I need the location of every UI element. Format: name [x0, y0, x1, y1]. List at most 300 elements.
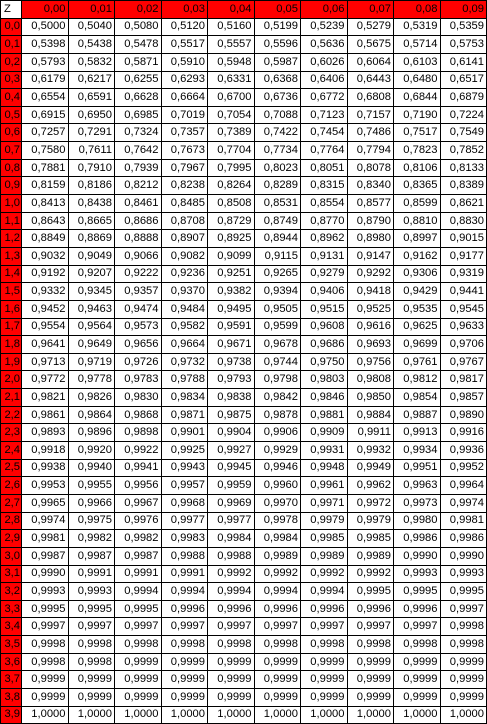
- row-header[interactable]: 1,3: [1, 247, 22, 265]
- table-cell[interactable]: 0,9999: [161, 688, 208, 706]
- table-cell[interactable]: 0,9236: [161, 265, 208, 283]
- table-cell[interactable]: 0,9998: [440, 636, 487, 654]
- table-cell[interactable]: 0,9306: [394, 265, 441, 283]
- table-cell[interactable]: 0,9996: [254, 600, 301, 618]
- table-cell[interactable]: 0,9911: [347, 424, 394, 442]
- table-cell[interactable]: 0,8461: [115, 195, 162, 213]
- row-header[interactable]: 2,7: [1, 494, 22, 512]
- table-cell[interactable]: 1,0000: [208, 706, 255, 724]
- table-cell[interactable]: 0,5793: [22, 53, 69, 71]
- table-cell[interactable]: 0,9997: [394, 618, 441, 636]
- table-cell[interactable]: 0,8577: [347, 195, 394, 213]
- table-cell[interactable]: 1,0000: [301, 706, 348, 724]
- table-cell[interactable]: 0,6064: [347, 53, 394, 71]
- table-cell[interactable]: 0,7881: [22, 159, 69, 177]
- table-cell[interactable]: 0,8643: [22, 212, 69, 230]
- table-cell[interactable]: 0,5160: [208, 18, 255, 36]
- table-cell[interactable]: 0,9999: [208, 653, 255, 671]
- table-cell[interactable]: 0,9993: [68, 583, 115, 601]
- table-cell[interactable]: 0,5596: [254, 36, 301, 54]
- table-cell[interactable]: 0,6844: [394, 89, 441, 107]
- table-cell[interactable]: 0,9985: [347, 530, 394, 548]
- table-cell[interactable]: 0,9998: [161, 636, 208, 654]
- table-cell[interactable]: 0,6664: [161, 89, 208, 107]
- table-cell[interactable]: 0,6554: [22, 89, 69, 107]
- table-cell[interactable]: 0,6950: [68, 106, 115, 124]
- table-cell[interactable]: 0,9997: [254, 618, 301, 636]
- table-cell[interactable]: 0,9857: [440, 389, 487, 407]
- table-cell[interactable]: 0,9989: [301, 547, 348, 565]
- table-cell[interactable]: 0,9192: [22, 265, 69, 283]
- table-cell[interactable]: 0,8159: [22, 177, 69, 195]
- table-cell[interactable]: 0,9999: [347, 671, 394, 689]
- table-cell[interactable]: 0,9974: [22, 512, 69, 530]
- table-cell[interactable]: 0,9382: [208, 283, 255, 301]
- table-cell[interactable]: 0,9999: [161, 671, 208, 689]
- table-cell[interactable]: 0,8238: [161, 177, 208, 195]
- table-cell[interactable]: 0,9608: [301, 318, 348, 336]
- table-cell[interactable]: 0,9998: [22, 653, 69, 671]
- table-cell[interactable]: 0,9861: [22, 406, 69, 424]
- table-cell[interactable]: 0,9997: [347, 618, 394, 636]
- table-cell[interactable]: 0,5910: [161, 53, 208, 71]
- table-cell[interactable]: 0,9995: [68, 600, 115, 618]
- table-cell[interactable]: 0,9265: [254, 265, 301, 283]
- table-cell[interactable]: 0,9066: [115, 247, 162, 265]
- table-cell[interactable]: 0,9972: [347, 494, 394, 512]
- table-cell[interactable]: 0,9115: [254, 247, 301, 265]
- row-header[interactable]: 2,9: [1, 530, 22, 548]
- table-cell[interactable]: 1,0000: [347, 706, 394, 724]
- table-cell[interactable]: 0,9999: [347, 688, 394, 706]
- table-cell[interactable]: 0,9995: [440, 583, 487, 601]
- table-cell[interactable]: 0,9713: [22, 353, 69, 371]
- table-cell[interactable]: 0,9977: [208, 512, 255, 530]
- table-cell[interactable]: 0,9441: [440, 283, 487, 301]
- table-cell[interactable]: 0,9943: [161, 459, 208, 477]
- table-cell[interactable]: 0,9985: [301, 530, 348, 548]
- table-cell[interactable]: 0,9641: [22, 336, 69, 354]
- table-cell[interactable]: 0,9878: [254, 406, 301, 424]
- column-header[interactable]: 0,06: [301, 1, 348, 19]
- table-cell[interactable]: 0,6985: [115, 106, 162, 124]
- table-cell[interactable]: 0,9998: [440, 618, 487, 636]
- table-cell[interactable]: 0,9998: [254, 636, 301, 654]
- table-cell[interactable]: 0,9812: [394, 371, 441, 389]
- table-cell[interactable]: 0,9131: [301, 247, 348, 265]
- table-cell[interactable]: 0,9817: [440, 371, 487, 389]
- table-cell[interactable]: 0,9932: [347, 442, 394, 460]
- column-header[interactable]: 0,00: [22, 1, 69, 19]
- row-header[interactable]: 3,6: [1, 653, 22, 671]
- table-cell[interactable]: 0,9978: [254, 512, 301, 530]
- table-cell[interactable]: 0,9994: [208, 583, 255, 601]
- table-cell[interactable]: 0,9995: [394, 583, 441, 601]
- table-cell[interactable]: 0,9279: [301, 265, 348, 283]
- table-cell[interactable]: 0,9916: [440, 424, 487, 442]
- table-cell[interactable]: 0,7704: [208, 142, 255, 160]
- table-cell[interactable]: 0,9989: [347, 547, 394, 565]
- table-cell[interactable]: 0,8413: [22, 195, 69, 213]
- table-cell[interactable]: 0,9992: [301, 565, 348, 583]
- table-cell[interactable]: 0,9999: [68, 688, 115, 706]
- table-cell[interactable]: 0,9999: [115, 688, 162, 706]
- table-cell[interactable]: 0,9826: [68, 389, 115, 407]
- table-cell[interactable]: 0,9990: [22, 565, 69, 583]
- table-cell[interactable]: 0,9649: [68, 336, 115, 354]
- row-header[interactable]: 1,0: [1, 195, 22, 213]
- table-cell[interactable]: 0,8133: [440, 159, 487, 177]
- table-cell[interactable]: 0,9032: [22, 247, 69, 265]
- table-cell[interactable]: 0,9808: [347, 371, 394, 389]
- table-cell[interactable]: 0,5557: [208, 36, 255, 54]
- row-header[interactable]: 1,7: [1, 318, 22, 336]
- table-cell[interactable]: 0,9949: [347, 459, 394, 477]
- table-cell[interactable]: 0,9864: [68, 406, 115, 424]
- table-cell[interactable]: 0,9726: [115, 353, 162, 371]
- table-cell[interactable]: 0,9772: [22, 371, 69, 389]
- table-cell[interactable]: 0,5753: [440, 36, 487, 54]
- table-cell[interactable]: 0,8708: [161, 212, 208, 230]
- table-cell[interactable]: 0,9834: [161, 389, 208, 407]
- table-cell[interactable]: 0,7422: [254, 124, 301, 142]
- row-header[interactable]: 2,0: [1, 371, 22, 389]
- row-header[interactable]: 0,4: [1, 89, 22, 107]
- table-cell[interactable]: 0,9936: [440, 442, 487, 460]
- row-header[interactable]: 3,1: [1, 565, 22, 583]
- table-cell[interactable]: 0,6591: [68, 89, 115, 107]
- table-cell[interactable]: 0,9750: [301, 353, 348, 371]
- table-cell[interactable]: 0,8621: [440, 195, 487, 213]
- table-cell[interactable]: 0,9987: [115, 547, 162, 565]
- table-cell[interactable]: 0,5832: [68, 53, 115, 71]
- table-cell[interactable]: 0,9957: [161, 477, 208, 495]
- table-cell[interactable]: 0,8531: [254, 195, 301, 213]
- table-cell[interactable]: 0,8485: [161, 195, 208, 213]
- table-cell[interactable]: 0,9099: [208, 247, 255, 265]
- table-cell[interactable]: 0,7673: [161, 142, 208, 160]
- table-cell[interactable]: 0,9980: [394, 512, 441, 530]
- table-cell[interactable]: 0,9909: [301, 424, 348, 442]
- table-cell[interactable]: 1,0000: [394, 706, 441, 724]
- table-cell[interactable]: 0,9999: [208, 671, 255, 689]
- table-cell[interactable]: 0,9147: [347, 247, 394, 265]
- table-cell[interactable]: 0,9846: [301, 389, 348, 407]
- table-cell[interactable]: 0,9997: [208, 618, 255, 636]
- table-cell[interactable]: 0,9999: [254, 653, 301, 671]
- row-header[interactable]: 3,9: [1, 706, 22, 724]
- row-header[interactable]: 2,1: [1, 389, 22, 407]
- table-cell[interactable]: 0,7611: [68, 142, 115, 160]
- table-cell[interactable]: 0,9959: [208, 477, 255, 495]
- table-cell[interactable]: 0,9955: [68, 477, 115, 495]
- table-cell[interactable]: 0,9591: [208, 318, 255, 336]
- table-cell[interactable]: 0,9881: [301, 406, 348, 424]
- table-cell[interactable]: 0,9961: [301, 477, 348, 495]
- table-cell[interactable]: 0,7357: [161, 124, 208, 142]
- table-cell[interactable]: 0,9988: [208, 547, 255, 565]
- table-cell[interactable]: 0,9545: [440, 300, 487, 318]
- table-cell[interactable]: 0,9979: [347, 512, 394, 530]
- table-cell[interactable]: 0,7764: [301, 142, 348, 160]
- column-header[interactable]: 0,01: [68, 1, 115, 19]
- table-cell[interactable]: 0,9582: [161, 318, 208, 336]
- table-cell[interactable]: 0,9960: [254, 477, 301, 495]
- table-cell[interactable]: 0,9981: [440, 512, 487, 530]
- table-cell[interactable]: 0,9884: [347, 406, 394, 424]
- table-cell[interactable]: 0,6103: [394, 53, 441, 71]
- table-cell[interactable]: 0,9251: [208, 265, 255, 283]
- row-header[interactable]: 0,0: [1, 18, 22, 36]
- table-cell[interactable]: 0,9994: [115, 583, 162, 601]
- table-cell[interactable]: 0,9671: [208, 336, 255, 354]
- column-header[interactable]: 0,02: [115, 1, 162, 19]
- table-cell[interactable]: 0,9976: [115, 512, 162, 530]
- table-cell[interactable]: 0,9927: [208, 442, 255, 460]
- table-cell[interactable]: 0,9838: [208, 389, 255, 407]
- table-cell[interactable]: 0,6179: [22, 71, 69, 89]
- column-header[interactable]: 0,07: [347, 1, 394, 19]
- table-cell[interactable]: 0,9977: [161, 512, 208, 530]
- table-cell[interactable]: 0,5675: [347, 36, 394, 54]
- table-cell[interactable]: 0,9719: [68, 353, 115, 371]
- table-cell[interactable]: 0,9767: [440, 353, 487, 371]
- table-cell[interactable]: 0,9998: [301, 636, 348, 654]
- table-cell[interactable]: 0,7734: [254, 142, 301, 160]
- table-cell[interactable]: 0,6443: [347, 71, 394, 89]
- row-header[interactable]: 1,5: [1, 283, 22, 301]
- table-cell[interactable]: 0,9678: [254, 336, 301, 354]
- table-cell[interactable]: 0,9998: [115, 636, 162, 654]
- table-cell[interactable]: 0,7995: [208, 159, 255, 177]
- table-cell[interactable]: 0,9991: [115, 565, 162, 583]
- table-cell[interactable]: 0,9896: [68, 424, 115, 442]
- table-cell[interactable]: 0,9997: [161, 618, 208, 636]
- table-cell[interactable]: 0,9990: [394, 547, 441, 565]
- table-cell[interactable]: 0,9222: [115, 265, 162, 283]
- row-header[interactable]: 0,7: [1, 142, 22, 160]
- table-cell[interactable]: 0,7852: [440, 142, 487, 160]
- row-header[interactable]: 0,1: [1, 36, 22, 54]
- table-cell[interactable]: 0,9982: [115, 530, 162, 548]
- row-header[interactable]: 3,4: [1, 618, 22, 636]
- table-cell[interactable]: 0,5239: [301, 18, 348, 36]
- row-header[interactable]: 2,8: [1, 512, 22, 530]
- table-cell[interactable]: 0,9999: [301, 688, 348, 706]
- table-cell[interactable]: 0,8962: [301, 230, 348, 248]
- table-cell[interactable]: 0,8888: [115, 230, 162, 248]
- table-cell[interactable]: 0,9966: [68, 494, 115, 512]
- column-header[interactable]: 0,05: [254, 1, 301, 19]
- table-cell[interactable]: 0,9992: [347, 565, 394, 583]
- table-cell[interactable]: 0,9803: [301, 371, 348, 389]
- table-cell[interactable]: 0,9999: [440, 688, 487, 706]
- table-cell[interactable]: 1,0000: [254, 706, 301, 724]
- table-cell[interactable]: 0,8907: [161, 230, 208, 248]
- table-cell[interactable]: 0,9913: [394, 424, 441, 442]
- table-cell[interactable]: 0,9999: [440, 671, 487, 689]
- table-cell[interactable]: 0,8599: [394, 195, 441, 213]
- table-cell[interactable]: 0,9929: [254, 442, 301, 460]
- table-cell[interactable]: 0,5080: [115, 18, 162, 36]
- table-cell[interactable]: 0,9793: [208, 371, 255, 389]
- table-cell[interactable]: 0,7324: [115, 124, 162, 142]
- table-cell[interactable]: 0,7257: [22, 124, 69, 142]
- table-cell[interactable]: 0,9664: [161, 336, 208, 354]
- table-cell[interactable]: 0,9535: [394, 300, 441, 318]
- table-cell[interactable]: 0,9999: [208, 688, 255, 706]
- table-cell[interactable]: 0,9898: [115, 424, 162, 442]
- table-cell[interactable]: 0,9370: [161, 283, 208, 301]
- table-cell[interactable]: 0,9991: [161, 565, 208, 583]
- table-cell[interactable]: 0,9922: [115, 442, 162, 460]
- table-cell[interactable]: 0,9573: [115, 318, 162, 336]
- table-cell[interactable]: 0,9999: [254, 671, 301, 689]
- table-cell[interactable]: 0,9918: [22, 442, 69, 460]
- table-cell[interactable]: 0,9984: [254, 530, 301, 548]
- table-cell[interactable]: 0,6480: [394, 71, 441, 89]
- table-cell[interactable]: 0,9993: [22, 583, 69, 601]
- table-cell[interactable]: 0,9850: [347, 389, 394, 407]
- table-cell[interactable]: 0,9798: [254, 371, 301, 389]
- table-cell[interactable]: 0,9788: [161, 371, 208, 389]
- table-cell[interactable]: 0,9934: [394, 442, 441, 460]
- table-cell[interactable]: 0,9967: [115, 494, 162, 512]
- table-cell[interactable]: 0,9999: [115, 671, 162, 689]
- row-header[interactable]: 0,5: [1, 106, 22, 124]
- table-cell[interactable]: 0,9931: [301, 442, 348, 460]
- table-cell[interactable]: 1,0000: [68, 706, 115, 724]
- table-cell[interactable]: 0,7291: [68, 124, 115, 142]
- table-cell[interactable]: 0,9941: [115, 459, 162, 477]
- table-cell[interactable]: 0,9997: [440, 600, 487, 618]
- table-cell[interactable]: 0,9996: [208, 600, 255, 618]
- table-cell[interactable]: 0,9452: [22, 300, 69, 318]
- table-cell[interactable]: 0,9495: [208, 300, 255, 318]
- table-cell[interactable]: 0,9979: [301, 512, 348, 530]
- table-cell[interactable]: 0,9756: [347, 353, 394, 371]
- table-cell[interactable]: 0,9995: [22, 600, 69, 618]
- table-cell[interactable]: 0,9925: [161, 442, 208, 460]
- table-cell[interactable]: 0,9993: [440, 565, 487, 583]
- table-cell[interactable]: 0,8869: [68, 230, 115, 248]
- table-cell[interactable]: 0,9686: [301, 336, 348, 354]
- table-cell[interactable]: 0,9599: [254, 318, 301, 336]
- table-cell[interactable]: 0,9357: [115, 283, 162, 301]
- table-cell[interactable]: 0,6700: [208, 89, 255, 107]
- table-cell[interactable]: 0,8849: [22, 230, 69, 248]
- table-cell[interactable]: 0,5359: [440, 18, 487, 36]
- table-cell[interactable]: 0,6772: [301, 89, 348, 107]
- table-cell[interactable]: 0,7454: [301, 124, 348, 142]
- table-cell[interactable]: 0,9999: [301, 671, 348, 689]
- table-cell[interactable]: 0,5000: [22, 18, 69, 36]
- table-cell[interactable]: 0,5319: [394, 18, 441, 36]
- table-cell[interactable]: 0,7157: [347, 106, 394, 124]
- table-cell[interactable]: 0,9394: [254, 283, 301, 301]
- table-cell[interactable]: 0,9962: [347, 477, 394, 495]
- table-cell[interactable]: 0,9963: [394, 477, 441, 495]
- table-cell[interactable]: 0,9699: [394, 336, 441, 354]
- table-cell[interactable]: 0,9893: [22, 424, 69, 442]
- row-header[interactable]: 1,8: [1, 336, 22, 354]
- table-cell[interactable]: 0,5438: [68, 36, 115, 54]
- table-cell[interactable]: 0,8023: [254, 159, 301, 177]
- table-cell[interactable]: 0,6255: [115, 71, 162, 89]
- table-cell[interactable]: 0,9974: [440, 494, 487, 512]
- table-cell[interactable]: 0,8508: [208, 195, 255, 213]
- table-cell[interactable]: 0,8212: [115, 177, 162, 195]
- table-cell[interactable]: 0,9625: [394, 318, 441, 336]
- table-cell[interactable]: 0,9706: [440, 336, 487, 354]
- table-cell[interactable]: 0,9986: [394, 530, 441, 548]
- table-cell[interactable]: 0,9994: [161, 583, 208, 601]
- table-cell[interactable]: 0,9049: [68, 247, 115, 265]
- table-cell[interactable]: 0,7967: [161, 159, 208, 177]
- table-cell[interactable]: 0,7794: [347, 142, 394, 160]
- table-cell[interactable]: 0,7019: [161, 106, 208, 124]
- row-header[interactable]: 2,6: [1, 477, 22, 495]
- table-cell[interactable]: 0,9995: [115, 600, 162, 618]
- table-cell[interactable]: 0,5478: [115, 36, 162, 54]
- table-cell[interactable]: 0,9418: [347, 283, 394, 301]
- table-cell[interactable]: 0,6141: [440, 53, 487, 71]
- table-cell[interactable]: 0,9177: [440, 247, 487, 265]
- table-cell[interactable]: 0,8389: [440, 177, 487, 195]
- table-cell[interactable]: 0,8770: [301, 212, 348, 230]
- table-cell[interactable]: 0,9693: [347, 336, 394, 354]
- table-cell[interactable]: 0,9983: [161, 530, 208, 548]
- table-cell[interactable]: 0,9854: [394, 389, 441, 407]
- table-cell[interactable]: 0,9999: [394, 653, 441, 671]
- table-cell[interactable]: 0,6217: [68, 71, 115, 89]
- table-cell[interactable]: 0,8980: [347, 230, 394, 248]
- table-cell[interactable]: 0,8729: [208, 212, 255, 230]
- table-cell[interactable]: 0,9554: [22, 318, 69, 336]
- table-cell[interactable]: 0,9821: [22, 389, 69, 407]
- table-cell[interactable]: 0,9953: [22, 477, 69, 495]
- table-cell[interactable]: 0,5517: [161, 36, 208, 54]
- table-cell[interactable]: 0,8944: [254, 230, 301, 248]
- row-header[interactable]: 0,8: [1, 159, 22, 177]
- table-cell[interactable]: 0,9207: [68, 265, 115, 283]
- table-cell[interactable]: 0,9997: [68, 618, 115, 636]
- row-header[interactable]: 1,4: [1, 265, 22, 283]
- table-cell[interactable]: 0,8686: [115, 212, 162, 230]
- table-cell[interactable]: 0,9999: [394, 671, 441, 689]
- table-cell[interactable]: 0,7517: [394, 124, 441, 142]
- table-cell[interactable]: 0,9875: [208, 406, 255, 424]
- table-cell[interactable]: 0,9987: [68, 547, 115, 565]
- row-header[interactable]: 1,6: [1, 300, 22, 318]
- table-cell[interactable]: 0,8289: [254, 177, 301, 195]
- table-cell[interactable]: 0,8315: [301, 177, 348, 195]
- table-cell[interactable]: 0,9945: [208, 459, 255, 477]
- table-cell[interactable]: 0,8810: [394, 212, 441, 230]
- table-cell[interactable]: 0,9973: [394, 494, 441, 512]
- table-cell[interactable]: 1,0000: [440, 706, 487, 724]
- table-cell[interactable]: 0,9525: [347, 300, 394, 318]
- row-header[interactable]: 1,2: [1, 230, 22, 248]
- table-cell[interactable]: 0,5120: [161, 18, 208, 36]
- table-cell[interactable]: 0,9868: [115, 406, 162, 424]
- column-header[interactable]: 0,08: [394, 1, 441, 19]
- table-cell[interactable]: 0,9162: [394, 247, 441, 265]
- table-cell[interactable]: 0,5279: [347, 18, 394, 36]
- table-cell[interactable]: 0,9783: [115, 371, 162, 389]
- table-cell[interactable]: 0,8186: [68, 177, 115, 195]
- table-cell[interactable]: 0,9969: [208, 494, 255, 512]
